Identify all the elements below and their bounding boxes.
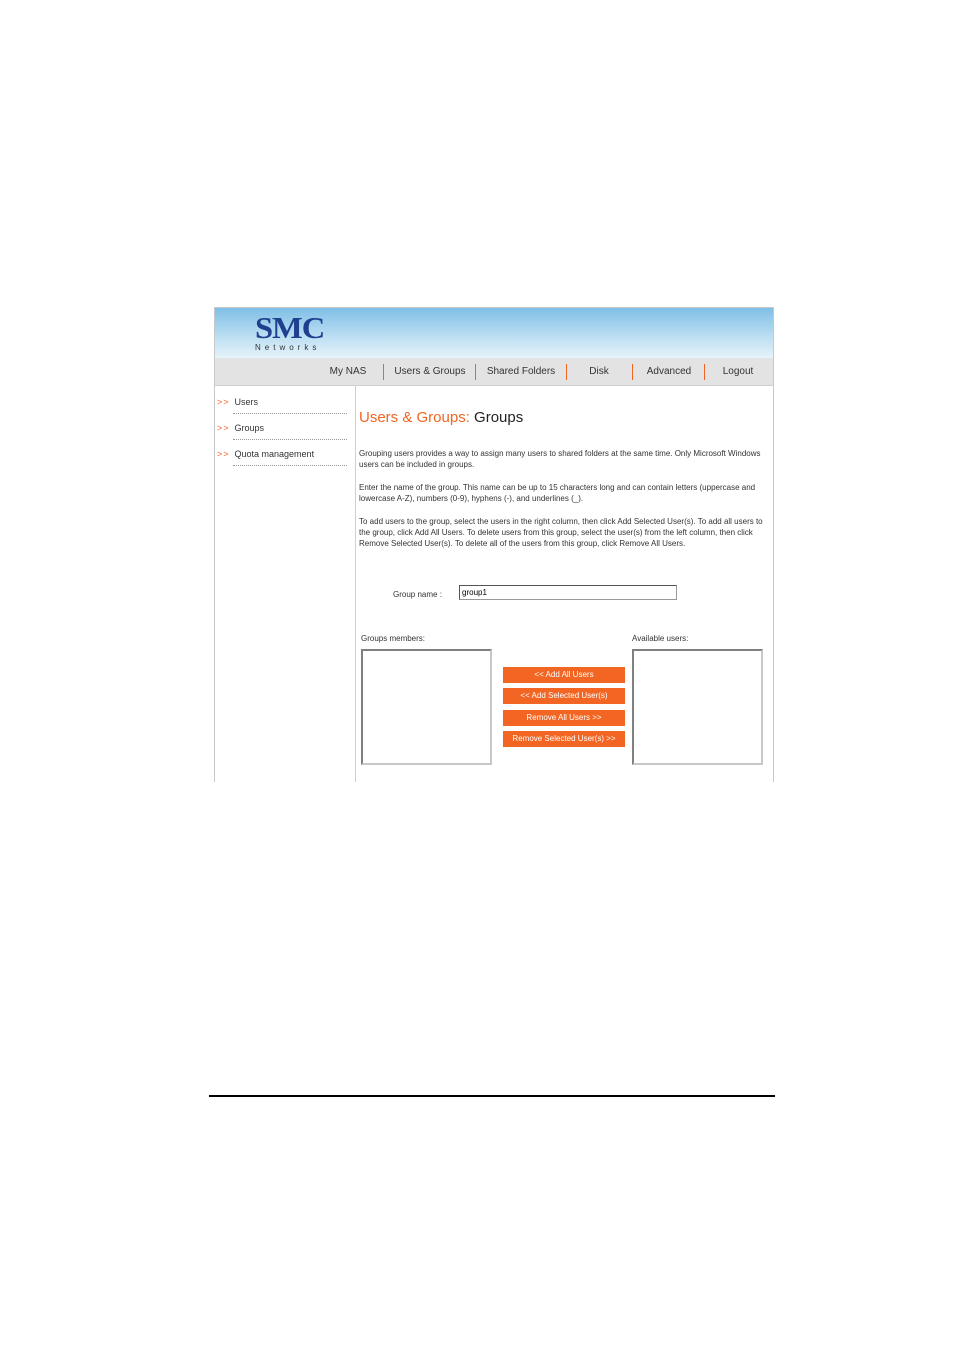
nav-shared-folders[interactable]: Shared Folders	[486, 366, 556, 377]
chevron-right-icon: >>	[217, 449, 230, 459]
nav-separator	[632, 364, 633, 380]
nav-separator	[475, 364, 476, 380]
smc-logo	[255, 310, 345, 355]
intro-paragraph: Grouping users provides a way to assign many users to shared folders at the same time. Only Microsoft Windows users can be included in groups.	[359, 449, 761, 469]
nav-advanced[interactable]: Advanced	[646, 366, 692, 377]
instructions-paragraph: To add users to the group, select the users in the right column, then click Add Selected User(s). To add all users to the group, click Add All Users. To delete users from this group, select the user(s) from the left column, then click Remove Selected User(s). To delete all of the users from this group, click Remove All Users.	[359, 517, 763, 548]
add-selected-users-button[interactable]: << Add Selected User(s)	[503, 688, 625, 704]
sidebar-divider	[233, 439, 347, 440]
nav-separator	[704, 364, 705, 380]
chevron-right-icon: >>	[217, 423, 230, 433]
group-name-label: Group name :	[393, 590, 442, 599]
chevron-right-icon: >>	[217, 397, 230, 407]
page-title-page: Groups	[474, 409, 524, 426]
available-users-label: Available users:	[632, 634, 689, 643]
sidebar-divider	[233, 413, 347, 414]
sidebar-item-users[interactable]	[217, 394, 347, 410]
top-nav	[215, 358, 773, 386]
sidebar	[215, 386, 356, 782]
nav-disk[interactable]: Disk	[589, 366, 609, 377]
sidebar-item-label: Users	[234, 397, 259, 407]
header-banner	[215, 308, 773, 358]
add-all-users-button[interactable]: << Add All Users	[503, 667, 625, 683]
remove-selected-users-button[interactable]: Remove Selected User(s) >>	[503, 731, 625, 747]
sidebar-item-label: Groups	[234, 423, 265, 433]
sidebar-item-label: Quota management	[234, 449, 315, 459]
group-name-input[interactable]	[459, 585, 677, 600]
sidebar-divider	[233, 465, 347, 466]
nav-my-nas[interactable]: My NAS	[329, 366, 367, 377]
page-title	[359, 408, 523, 428]
logo-word: SMC	[255, 310, 325, 345]
page-title-section: Users & Groups:	[359, 409, 470, 426]
logo-subtitle: Networks	[255, 343, 321, 352]
nav-logout[interactable]: Logout	[722, 366, 754, 377]
group-members-label: Groups members:	[361, 634, 426, 643]
group-members-list[interactable]	[361, 649, 492, 765]
sidebar-item-groups[interactable]	[217, 420, 347, 436]
nav-users-groups[interactable]: Users & Groups	[394, 366, 466, 377]
nav-separator	[566, 364, 567, 380]
main-content	[359, 386, 771, 782]
naming-rules-paragraph: Enter the name of the group. This name can be up to 15 characters long and can contain letters (uppercase and lowercase A-Z), numbers (0-9), hyphens (-), and underlines (_).	[359, 483, 756, 503]
nas-admin-window	[214, 307, 774, 782]
remove-all-users-button[interactable]: Remove All Users >>	[503, 710, 625, 726]
sidebar-item-quota[interactable]	[217, 446, 347, 462]
nav-separator	[383, 364, 384, 380]
page-footer-rule	[209, 1095, 775, 1097]
available-users-list[interactable]	[632, 649, 763, 765]
